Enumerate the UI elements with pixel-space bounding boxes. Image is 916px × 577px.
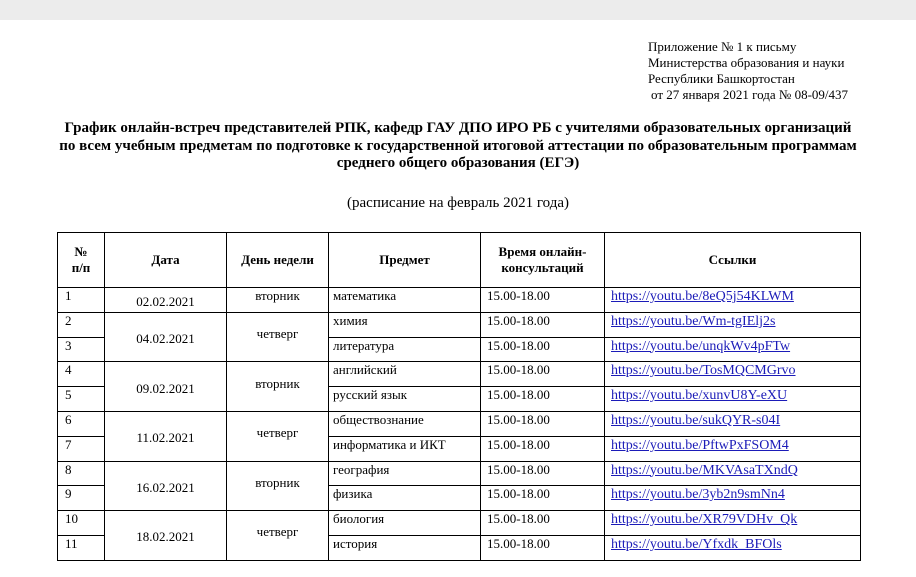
cell-link (605, 535, 861, 560)
annex-line: от 27 января 2021 года № 08-09/437 (651, 87, 849, 102)
cell-time: 15.00-18.00 (481, 486, 605, 511)
table-row (58, 362, 861, 387)
cell-date: 18.02.2021 (105, 511, 227, 561)
cell-subject: физика (329, 486, 481, 511)
table-row (58, 288, 861, 313)
cell-link (605, 486, 861, 511)
cell-num: 3 (58, 337, 105, 362)
annex-line: Республики Башкортостан (648, 71, 795, 86)
cell-link (605, 312, 861, 337)
cell-date: 02.02.2021 (105, 288, 227, 313)
youtube-link[interactable]: https://youtu.be/TosMQCMGrvo (611, 363, 796, 379)
table-body (58, 288, 861, 561)
schedule-table (57, 232, 861, 561)
cell-time: 15.00-18.00 (481, 461, 605, 486)
cell-subject: биология (329, 511, 481, 536)
header-num: № п/п (58, 233, 105, 288)
cell-subject: обществознание (329, 411, 481, 436)
cell-num: 4 (58, 362, 105, 387)
table-row (58, 312, 861, 337)
table-row (58, 461, 861, 486)
document-page (0, 20, 916, 577)
cell-subject: английский (329, 362, 481, 387)
cell-time: 15.00-18.00 (481, 337, 605, 362)
cell-time: 15.00-18.00 (481, 511, 605, 536)
header-date: Дата (105, 233, 227, 288)
header-time: Время онлайн- консультаций (481, 233, 605, 288)
cell-link (605, 288, 861, 313)
header-links: Ссылки (605, 233, 861, 288)
cell-date: 11.02.2021 (105, 411, 227, 461)
youtube-link[interactable]: https://youtu.be/Wm-tgIElj2s (611, 313, 776, 329)
youtube-link[interactable]: https://youtu.be/3yb2n9smNn4 (611, 487, 785, 503)
youtube-link[interactable]: https://youtu.be/PftwPxFSOM4 (611, 437, 789, 453)
annex-note (648, 39, 848, 103)
cell-link (605, 362, 861, 387)
cell-link (605, 511, 861, 536)
cell-date: 09.02.2021 (105, 362, 227, 412)
cell-time: 15.00-18.00 (481, 535, 605, 560)
cell-time: 15.00-18.00 (481, 288, 605, 313)
cell-time: 15.00-18.00 (481, 436, 605, 461)
cell-time: 15.00-18.00 (481, 411, 605, 436)
cell-num: 5 (58, 387, 105, 412)
cell-weekday: вторник (227, 461, 329, 511)
cell-time: 15.00-18.00 (481, 387, 605, 412)
cell-date: 16.02.2021 (105, 461, 227, 511)
document-title (0, 120, 916, 173)
cell-weekday: четверг (227, 511, 329, 561)
cell-link (605, 436, 861, 461)
cell-weekday: четверг (227, 312, 329, 362)
cell-num: 9 (58, 486, 105, 511)
cell-time: 15.00-18.00 (481, 312, 605, 337)
cell-num: 2 (58, 312, 105, 337)
cell-time: 15.00-18.00 (481, 362, 605, 387)
cell-link (605, 337, 861, 362)
cell-subject: история (329, 535, 481, 560)
cell-link (605, 411, 861, 436)
title-line: среднего общего образования (ЕГЭ) (336, 155, 580, 171)
annex-line: Министерства образования и науки (648, 55, 845, 70)
cell-num: 10 (58, 511, 105, 536)
title-line: по всем учебным предметам по подготовке к государственной итоговой аттестации по образовательным программам (59, 137, 857, 154)
youtube-link[interactable]: https://youtu.be/sukQYR-s04I (611, 412, 781, 428)
cell-subject: химия (329, 312, 481, 337)
cell-weekday: четверг (227, 411, 329, 461)
cell-link (605, 461, 861, 486)
annex-line: Приложение № 1 к письму (648, 39, 797, 54)
cell-subject: география (329, 461, 481, 486)
youtube-link[interactable]: https://youtu.be/unqkWv4pFTw (611, 338, 791, 354)
youtube-link[interactable]: https://youtu.be/Yfxdk_BFOls (611, 536, 782, 552)
cell-subject: русский язык (329, 387, 481, 412)
header-day: День недели (227, 233, 329, 288)
document-subtitle: (расписание на февраль 2021 года) (347, 195, 569, 211)
youtube-link[interactable]: https://youtu.be/MKVAsaTXndQ (611, 462, 798, 478)
cell-subject: информатика и ИКТ (329, 436, 481, 461)
youtube-link[interactable]: https://youtu.be/xunvU8Y-eXU (611, 388, 788, 404)
cell-num: 11 (58, 535, 105, 560)
table-header-row (58, 233, 861, 288)
cell-subject: литература (329, 337, 481, 362)
cell-num: 1 (58, 288, 105, 313)
cell-num: 6 (58, 411, 105, 436)
cell-link (605, 387, 861, 412)
youtube-link[interactable]: https://youtu.be/XR79VDHv_Qk (611, 512, 798, 528)
cell-num: 7 (58, 436, 105, 461)
title-line: График онлайн-встреч представителей РПК, кафедр ГАУ ДПО ИРО РБ с учителями образовательных организаций (64, 120, 852, 136)
cell-date: 04.02.2021 (105, 312, 227, 362)
cell-subject: математика (329, 288, 481, 313)
table-row (58, 511, 861, 536)
cell-weekday: вторник (227, 362, 329, 412)
youtube-link[interactable]: https://youtu.be/8eQ5j54KLWM (611, 289, 794, 304)
cell-weekday: вторник (227, 288, 329, 313)
cell-num: 8 (58, 461, 105, 486)
header-subject: Предмет (329, 233, 481, 288)
table-row (58, 411, 861, 436)
